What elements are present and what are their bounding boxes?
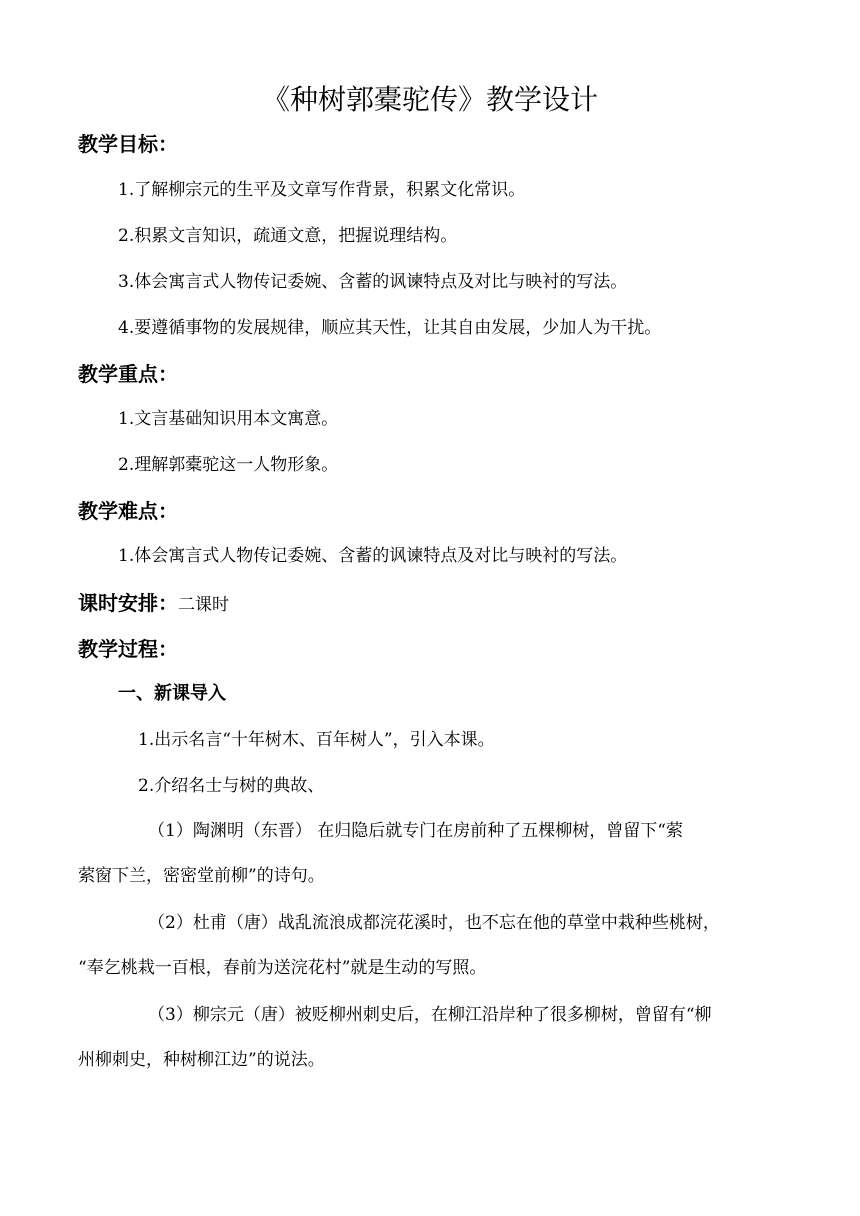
schedule-value: 二课时: [178, 595, 229, 615]
schedule-row: [78, 588, 229, 620]
story-line: （3）柳宗元（唐）被贬柳州刺史后，在柳江沿岸种了很多柳树，曾留有“柳: [148, 1005, 712, 1025]
objective-item: 3.体会寓言式人物传记委婉、含蓄的讽谏特点及对比与映衬的写法。: [118, 272, 628, 292]
objective-item: 4.要遵循事物的发展规律，顺应其天性，让其自由发展，少加人为干扰。: [118, 318, 662, 338]
story-line: （1）陶渊明（东晋） 在归隐后就专门在房前种了五棵柳树，曾留下“萦: [148, 821, 683, 841]
story-line-continued: 州柳刺史，种树柳江边”的说法。: [78, 1050, 325, 1070]
schedule-heading: 课时安排：: [78, 591, 178, 615]
process-item: 1.出示名言“十年树木、百年树人”，引入本课。: [138, 730, 495, 750]
difficulties-heading: 教学难点：: [78, 499, 178, 523]
story-line-continued: “奉乞桃栽一百根，春前为送浣花村”就是生动的写照。: [78, 958, 487, 978]
section-title: 一、新课导入: [118, 683, 226, 704]
story-line-continued: 萦窗下兰，密密堂前柳”的诗句。: [78, 866, 325, 886]
story-line: （2）杜甫（唐）战乱流浪成都浣花溪时，也不忘在他的草堂中栽种些桃树，: [148, 913, 720, 933]
objective-item: 1.了解柳宗元的生平及文章写作背景，积累文化常识。: [118, 180, 526, 200]
key-point-item: 1.文言基础知识用本文寓意。: [118, 409, 339, 429]
process-item: 2.介绍名士与树的典故、: [138, 776, 325, 796]
process-heading: 教学过程：: [78, 637, 178, 661]
objective-item: 2.积累文言知识，疏通文意，把握说理结构。: [118, 226, 458, 246]
key-point-item: 2.理解郭橐驼这一人物形象。: [118, 455, 339, 475]
objectives-heading: 教学目标：: [78, 132, 178, 156]
difficulty-item: 1.体会寓言式人物传记委婉、含蓄的讽谏特点及对比与映衬的写法。: [118, 546, 628, 566]
document-title: 《种树郭橐驼传》教学设计: [261, 83, 598, 116]
key-points-heading: 教学重点：: [78, 362, 178, 386]
